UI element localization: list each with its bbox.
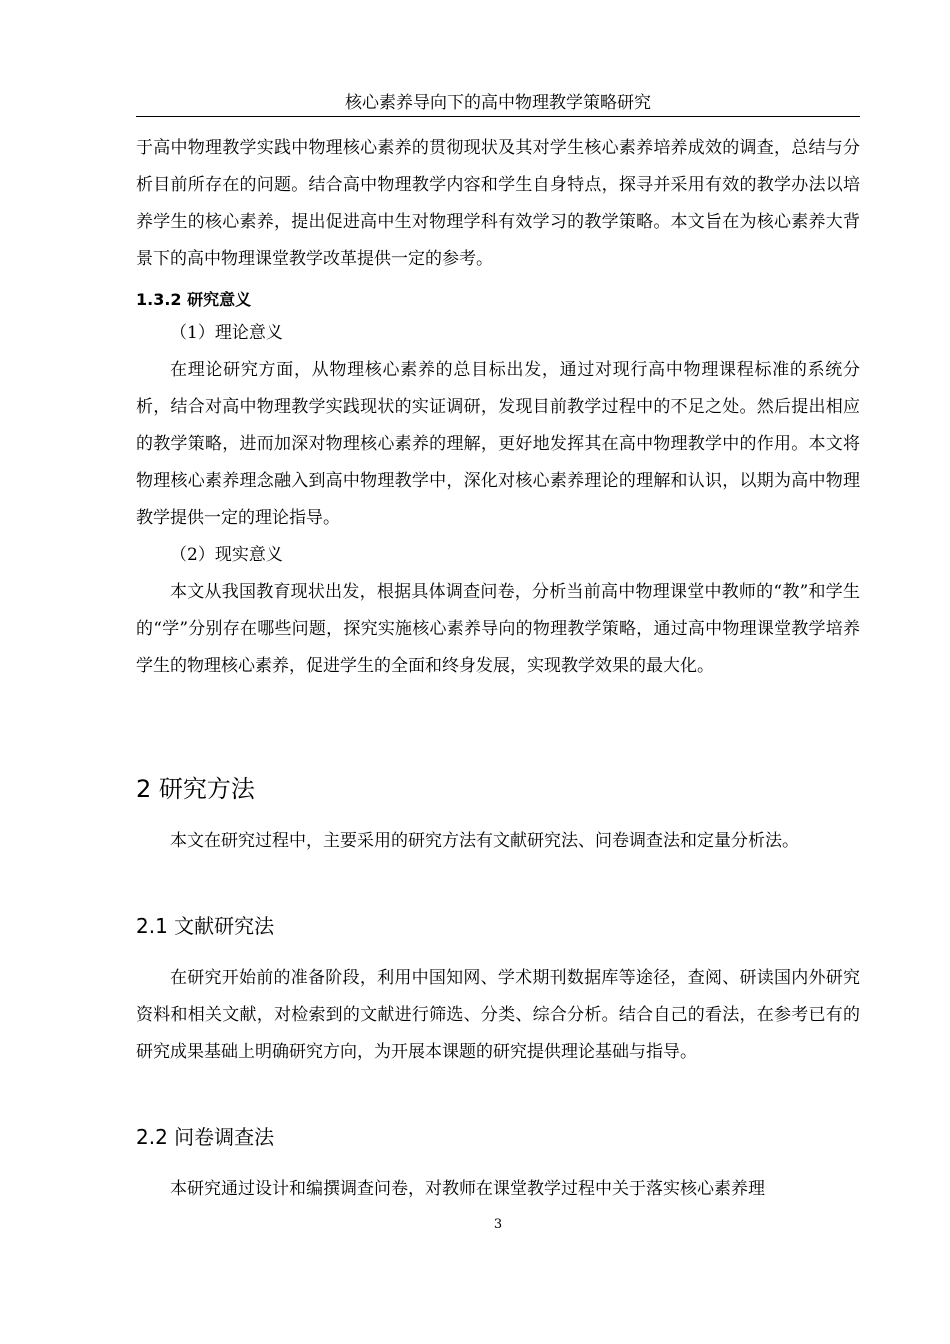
paragraph-intro: 于高中物理教学实践中物理核心素养的贯彻现状及其对学生核心素养培养成效的调查，总结与分析目前所存在的问题。结合高中物理教学内容和学生自身特点，探寻并采用有效的教学办法以培养学生的核心素养，提出促进高中生对物理学科有效学习的教学策略。本文旨在为核心素养大背景下的高中物理课堂教学改革提供一定的参考。	[136, 138, 860, 269]
heading-2-wrapper	[136, 773, 860, 805]
heading-2-2-survey: 2.2 问卷调查法	[136, 1125, 275, 1149]
subheading-theory: （1）理论意义	[170, 323, 283, 343]
paragraph-theory: 在理论研究方面，从物理核心素养的总目标出发，通过对现行高中物理课程标准的系统分析，结合对高中物理教学实践现状的实证调研，发现目前教学过程中的不足之处。然后提出相应的教学策略，进而加深对物理核心素养的理解，更好地发挥其在高中物理教学中的作用。本文将物理核心素养理念融入到高中物理教学中，深化对核心素养理论的理解和认识，以期为高中物理教学提供一定的理论指导。	[136, 360, 860, 528]
heading-2-research-methods: 2 研究方法	[136, 775, 255, 803]
paragraph-survey: 本研究通过设计和编撰调查问卷，对教师在课堂教学过程中关于落实核心素养理	[170, 1179, 765, 1199]
heading-2-2-wrapper	[136, 1123, 860, 1151]
paragraph-methods: 本文在研究过程中，主要采用的研究方法有文献研究法、问卷调查法和定量分析法。	[170, 831, 799, 851]
paragraph-literature: 在研究开始前的准备阶段，利用中国知网、学术期刊数据库等途径，查阅、研读国内外研究资料和相关文献，对检索到的文献进行筛选、分类、综合分析。结合自己的看法，在参考已有的研究成果基础上明确研究方向，为开展本课题的研究提供理论基础与指导。	[136, 968, 860, 1062]
page-number: 3	[493, 1217, 503, 1232]
methods-block	[136, 823, 860, 860]
running-header: 核心素养导向下的高中物理教学策略研究	[136, 92, 860, 117]
heading-1-3-2-wrapper	[136, 284, 860, 315]
section-1-3-2-block	[136, 130, 860, 278]
heading-1-3-2: 1.3.2 研究意义	[136, 290, 252, 309]
survey-block	[136, 1171, 860, 1208]
literature-block	[136, 960, 860, 1071]
theory-block	[136, 315, 860, 685]
subheading-practice: （2）现实意义	[170, 545, 283, 565]
heading-2-1-wrapper	[136, 912, 860, 940]
heading-2-1-literature: 2.1 文献研究法	[136, 914, 275, 938]
paragraph-practice: 本文从我国教育现状出发，根据具体调查问卷，分析当前高中物理课堂中教师的“教”和学生的“学”分别存在哪些问题，探究实施核心素养导向的物理教学策略，通过高中物理课堂教学培养学生的物理核心素养，促进学生的全面和终身发展，实现教学效果的最大化。	[136, 582, 860, 676]
